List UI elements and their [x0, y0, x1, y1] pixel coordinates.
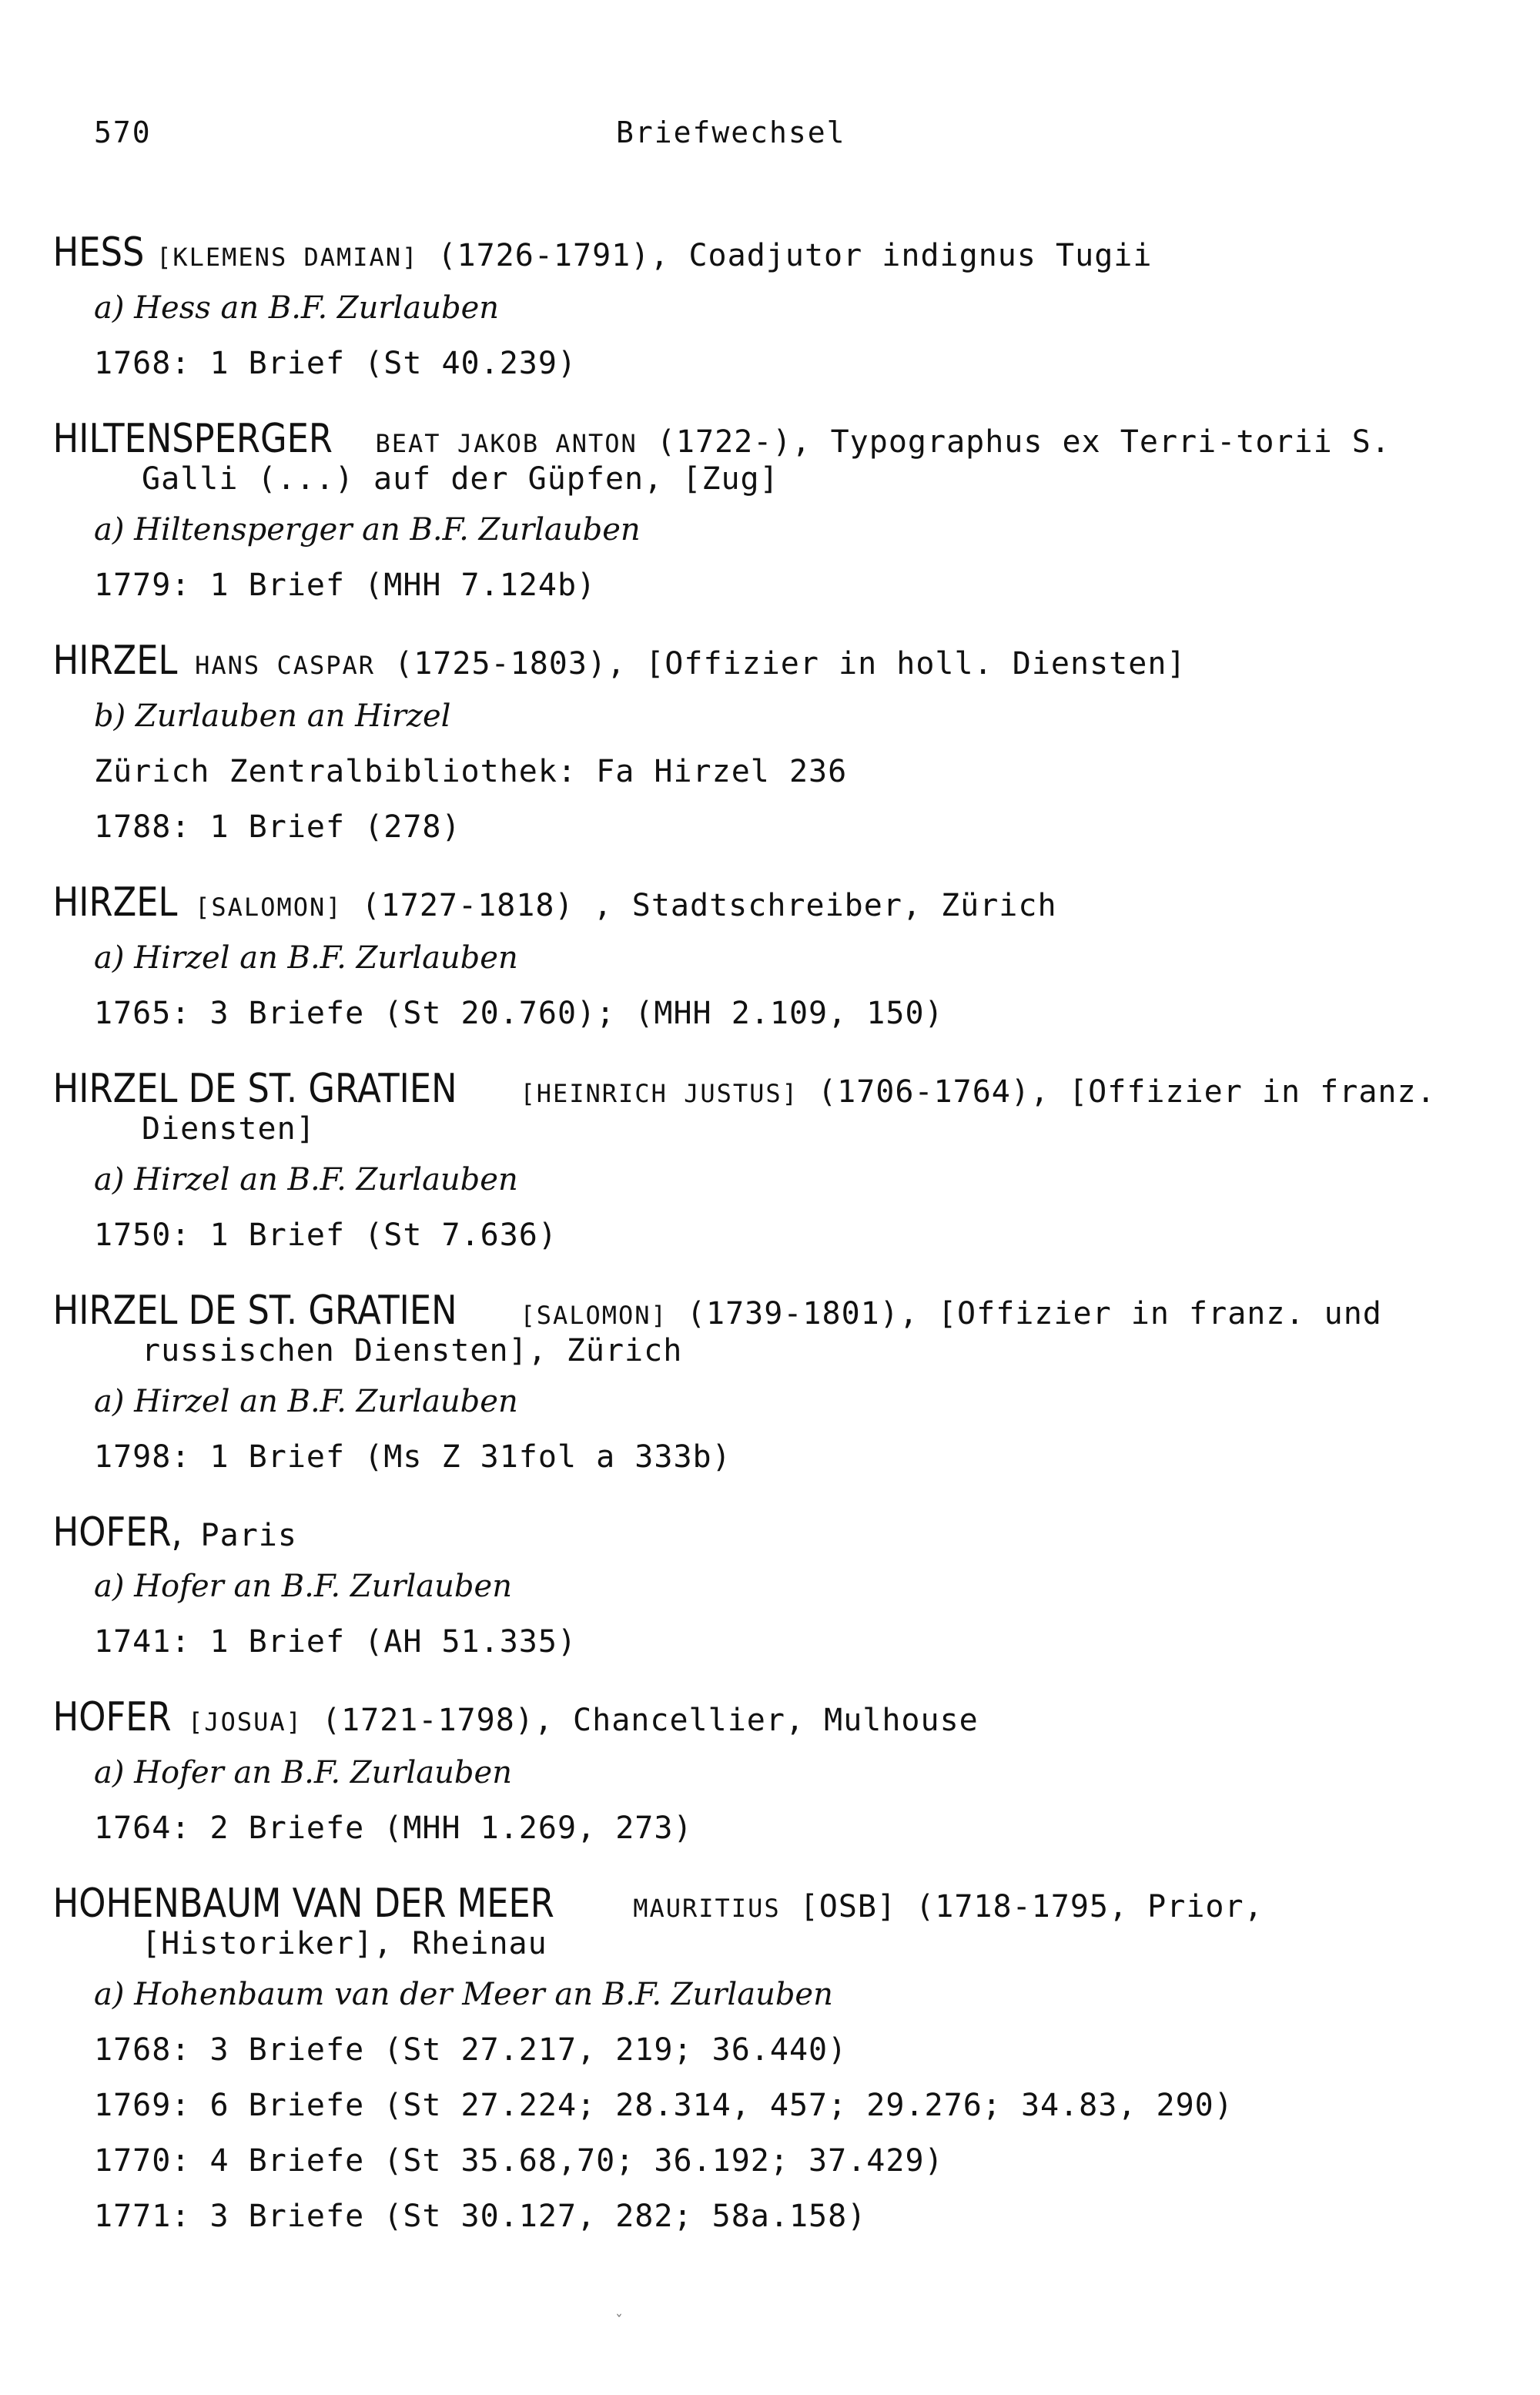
given-names: [SALOMON] — [195, 893, 343, 922]
entry-details: Paris — [181, 1518, 297, 1553]
letter-record: 1768: 1 Brief (St 40.239) — [94, 346, 578, 381]
entry-details: (1722-), Typographus ex Terri-torii S. Galli (...) auf der Güpfen, [Zug] — [142, 424, 1391, 497]
letter-record: 1769: 6 Briefe (St 27.224; 28.314, 457; 29.276; 34.83, 290) — [94, 2088, 1234, 2123]
correspondent-name: HIRZEL — [52, 638, 178, 684]
correspondent-name: HESS — [52, 229, 145, 276]
correspondent-name: HIRZEL DE ST. GRATIEN — [52, 1066, 457, 1112]
entry-heading — [52, 416, 1480, 497]
entry-heading — [52, 229, 1480, 276]
correspondent-entry — [52, 416, 1480, 603]
entry-details: (1725-1803), [Offizier in holl. Diensten] — [375, 646, 1187, 682]
direction-line: a) Hiltensperger an B.F. Zurlauben — [94, 512, 641, 548]
given-names: [JOSUA] — [188, 1707, 303, 1737]
given-names: MAURITIUS — [633, 1894, 781, 1923]
correspondent-name: HIRZEL — [52, 879, 178, 926]
letter-record-list — [94, 2032, 1480, 2234]
entry-details: (1706-1764), [Offizier in franz. Diensten] — [142, 1074, 1436, 1147]
direction-line: a) Hirzel an B.F. Zurlauben — [94, 940, 518, 976]
running-title: Briefwechsel — [616, 116, 846, 149]
correspondent-entry — [52, 1288, 1480, 1475]
letter-record: 1798: 1 Brief (Ms Z 31fol a 333b) — [94, 1439, 732, 1475]
direction-line: a) Hess an B.F. Zurlauben — [94, 290, 499, 326]
archive-location: Zürich Zentralbibliothek: Fa Hirzel 236 — [94, 754, 848, 789]
entry-heading — [52, 1881, 1480, 1961]
page-header — [0, 116, 1540, 154]
page-number: 570 — [94, 116, 152, 149]
correspondent-name: HOFER, — [52, 1509, 182, 1556]
correspondent-name: HOHENBAUM VAN DER MEER — [52, 1881, 554, 1927]
letter-record: 1788: 1 Brief (278) — [94, 809, 461, 845]
entry-details: (1726-1791), Coadjutor indignus Tugii — [418, 238, 1153, 273]
correspondent-entry — [52, 1881, 1480, 2234]
entry-details: (1721-1798), Chancellier, Mulhouse — [302, 1703, 979, 1738]
entry-details: (1727-1818) , Stadtschreiber, Zürich — [342, 888, 1057, 923]
letter-record: 1764: 2 Briefe (MHH 1.269, 273) — [94, 1810, 693, 1846]
given-names: BEAT JAKOB ANTON — [375, 429, 638, 458]
correspondent-entry — [52, 879, 1480, 1031]
letter-record: 1750: 1 Brief (St 7.636) — [94, 1218, 557, 1253]
correspondent-entry — [52, 229, 1480, 381]
direction-line: a) Hofer an B.F. Zurlauben — [94, 1755, 512, 1790]
given-names: [SALOMON] — [520, 1301, 668, 1330]
direction-line: a) Hofer an B.F. Zurlauben — [94, 1569, 512, 1604]
correspondent-name: HOFER — [52, 1694, 172, 1740]
letter-record: 1779: 1 Brief (MHH 7.124b) — [94, 568, 597, 603]
entry-heading — [52, 638, 1480, 684]
letter-record: 1741: 1 Brief (AH 51.335) — [94, 1624, 578, 1660]
entry-list — [52, 229, 1480, 2274]
entry-heading — [52, 1288, 1480, 1368]
entry-heading — [52, 1066, 1480, 1147]
given-names: [HEINRICH JUSTUS] — [520, 1079, 798, 1108]
given-names: [KLEMENS DAMIAN] — [156, 243, 419, 272]
direction-line: a) Hohenbaum van der Meer an B.F. Zurlauben — [94, 1977, 833, 2012]
letter-record: 1768: 3 Briefe (St 27.217, 219; 36.440) — [94, 2032, 848, 2068]
entry-heading — [52, 1694, 1480, 1740]
correspondent-entry — [52, 1509, 1480, 1660]
given-names: HANS CASPAR — [195, 651, 376, 680]
direction-line: a) Hirzel an B.F. Zurlauben — [94, 1162, 518, 1198]
correspondent-name: HIRZEL DE ST. GRATIEN — [52, 1288, 457, 1334]
entry-details: (1739-1801), [Offizier in franz. und russischen Diensten], Zürich — [142, 1296, 1382, 1368]
letter-record: 1771: 3 Briefe (St 30.127, 282; 58a.158) — [94, 2199, 867, 2234]
entry-heading — [52, 879, 1480, 926]
direction-line: b) Zurlauben an Hirzel — [94, 698, 451, 734]
direction-line: a) Hirzel an B.F. Zurlauben — [94, 1384, 518, 1419]
correspondent-entry — [52, 1694, 1480, 1846]
correspondent-entry — [52, 638, 1480, 845]
letter-record: 1770: 4 Briefe (St 35.68,70; 36.192; 37.429) — [94, 2143, 944, 2179]
letter-record: 1765: 3 Briefe (St 20.760); (MHH 2.109, 150) — [94, 996, 944, 1031]
correspondent-name: HILTENSPERGER — [52, 416, 333, 462]
correspondent-entry — [52, 1066, 1480, 1253]
entry-heading — [52, 1509, 1480, 1556]
print-mark: ˇ — [614, 2312, 624, 2330]
entry-details: [OSB] (1718-1795, Prior, [Historiker], Rheinau — [142, 1889, 1264, 1961]
